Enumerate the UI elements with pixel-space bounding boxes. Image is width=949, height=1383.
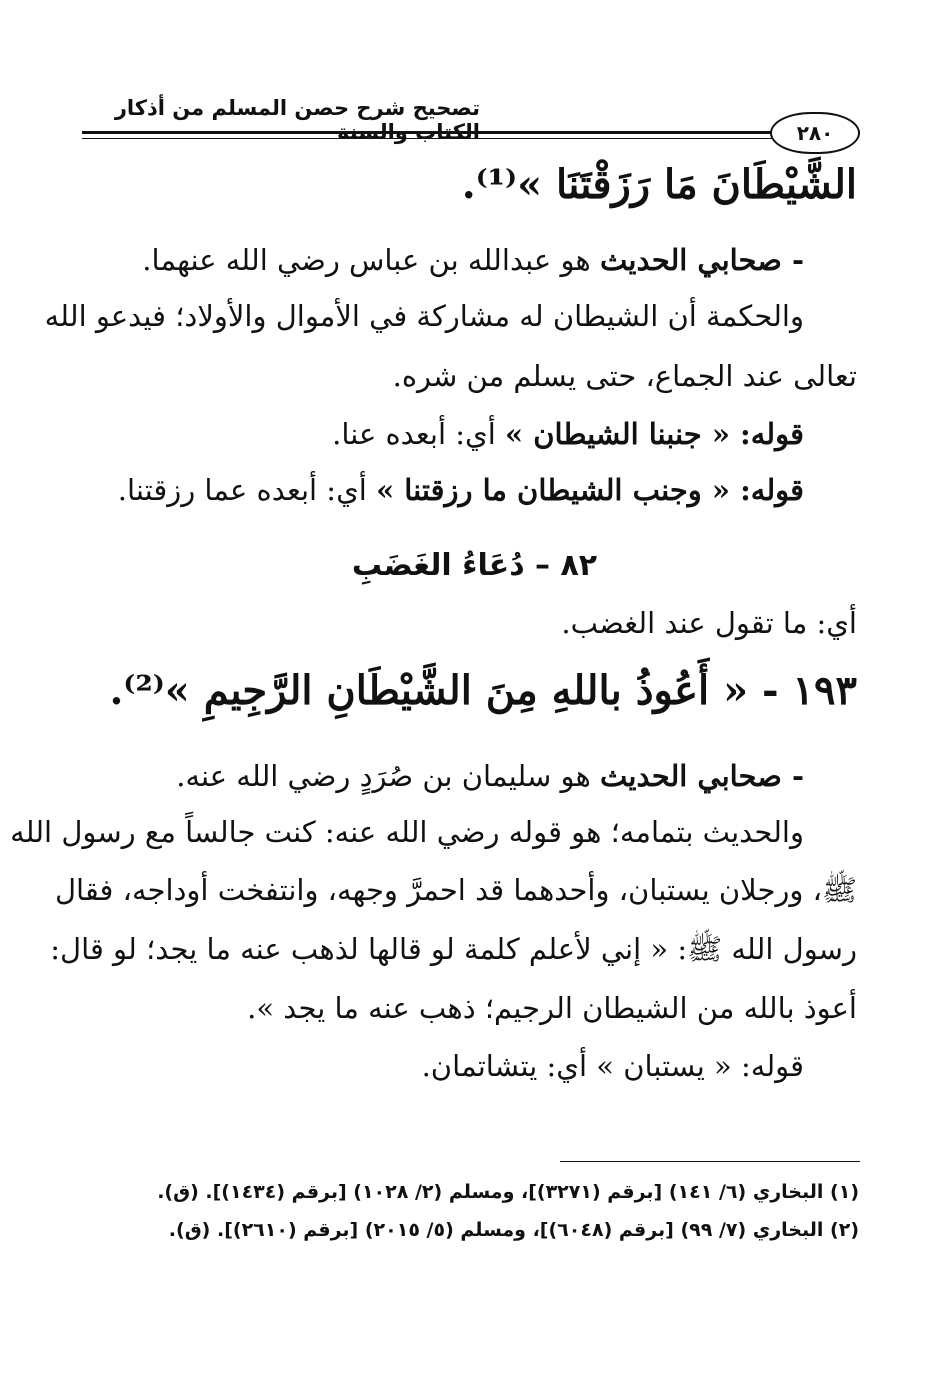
wisdom-line-2: تعالى عند الجماع، حتى يسلم من شره. (392, 359, 857, 393)
qawl-line-2 (118, 470, 804, 510)
hadith-line (109, 664, 857, 718)
sahabi-line-2 (176, 756, 804, 796)
sahabi-label: - صحابي الحديث (599, 243, 804, 277)
sahabi-line-1 (142, 240, 804, 280)
running-header-title: تصحيح شرح حصن المسلم من أذكار الكتاب والسنة (114, 96, 480, 144)
sahabi-label: - صحابي الحديث (599, 759, 804, 793)
header-rule-thick (82, 131, 860, 134)
page-number: ٢٨٠ (770, 112, 860, 154)
qawl-label: قوله: « وجنب الشيطان ما رزقتنا » (376, 473, 804, 507)
hadith-number: ١٩٣ - (762, 667, 857, 714)
wisdom-line-1: والحكمة أن الشيطان له مشاركة في الأموال والأولاد؛ فيدعو الله (44, 299, 804, 333)
sahabi-text: هو عبدالله بن عباس رضي الله عنهما. (142, 243, 600, 277)
footnote-2: (٢) البخاري (٧/ ٩٩) [برقم (٦٠٤٨)]، ومسلم (٥/ ٢٠١٥) [برقم (٢٦١٠)]. (ق). (168, 1219, 859, 1241)
section-intro: أي: ما تقول عند الغضب. (561, 606, 857, 640)
verse-ending: الشَّيْطَانَ مَا رَزَقْتَنَا »⁽¹⁾. (461, 161, 857, 208)
qawl-text: أي: أبعده عنا. (332, 417, 505, 451)
qawl-label: قوله: « يستبان » (596, 1049, 804, 1083)
hadith-full-line-2: ﷺ، ورجلان يستبان، وأحدهما قد احمرَّ وجهه، وانتفخت أوداجه، فقال (54, 873, 857, 907)
hadith-full-line-1: والحديث بتمامه؛ هو قوله رضي الله عنه: كنت جالساً مع رسول الله (10, 815, 804, 849)
hadith-full-line-4: أعوذ بالله من الشيطان الرجيم؛ ذهب عنه ما يجد ». (247, 991, 857, 1025)
qawl-line-1 (332, 414, 804, 454)
sahabi-text: هو سليمان بن صُرَدٍ رضي الله عنه. (176, 759, 600, 793)
qawl-line-3 (422, 1046, 804, 1086)
footnote-1: (١) البخاري (٦/ ١٤١) [برقم (٣٢٧١)]، ومسلم (٢/ ١٠٢٨) [برقم (١٤٣٤)]. (ق). (157, 1181, 859, 1203)
header-rule-thin (82, 138, 782, 139)
hadith-text: « أَعُوذُ باللهِ مِنَ الشَّيْطَانِ الرَّجِيمِ »⁽²⁾. (109, 667, 749, 714)
footnote-separator (560, 1161, 860, 1162)
qawl-label: قوله: « جنبنا الشيطان » (504, 417, 804, 451)
qawl-text: أي: أبعده عما رزقتنا. (117, 473, 377, 507)
section-heading: ٨٢ – دُعَاءُ الغَضَبِ (351, 548, 598, 583)
qawl-text: أي: يتشاتمان. (421, 1049, 597, 1083)
hadith-full-line-3: رسول الله ﷺ: « إني لأعلم كلمة لو قالها لذهب عنه ما يجد؛ لو قال: (50, 932, 857, 966)
